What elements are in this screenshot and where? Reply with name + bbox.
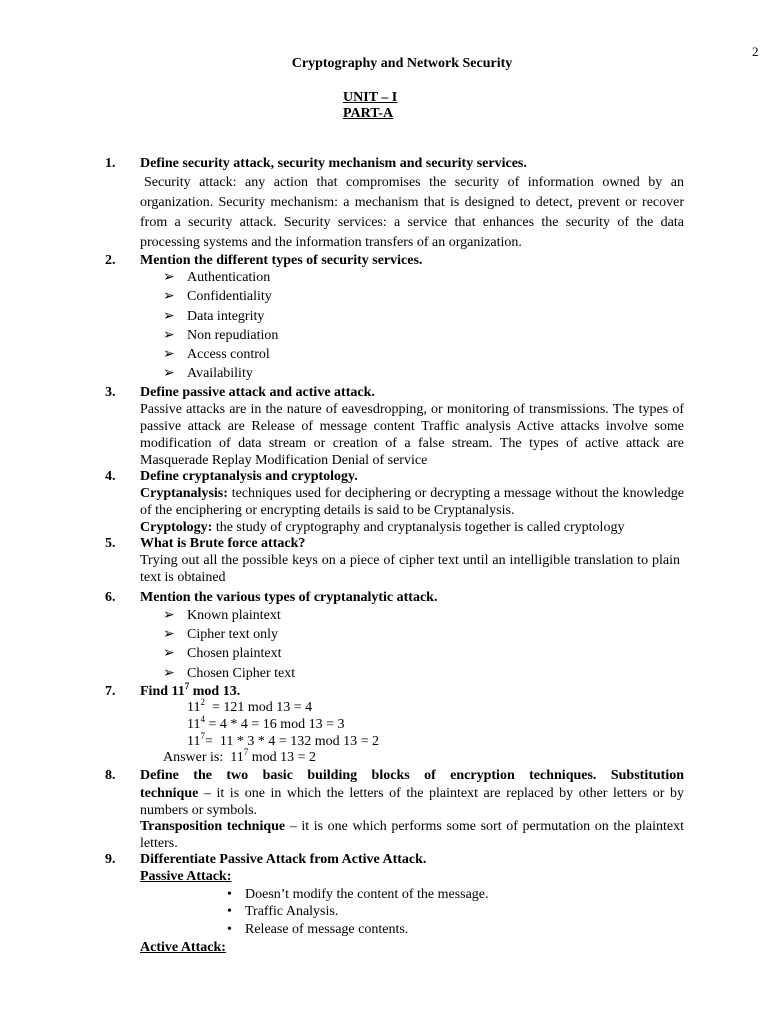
arrow-bullet-icon: ➢ xyxy=(163,627,175,642)
arrow-bullet-icon: ➢ xyxy=(163,309,175,324)
list-item: ➢ Non repudiation xyxy=(163,328,279,343)
arrow-bullet-icon: ➢ xyxy=(163,608,175,623)
list-item: ➢ Confidentiality xyxy=(163,289,272,304)
q1-answer: Security attack: any action that compromises the security of information owned by an organization. Security mechanism: a mechanism that is designed to detect, prevent or recover from a security attack. Security services: a service that enhances the security of the data processing systems and the information transfers of an organization. xyxy=(140,175,684,250)
part-heading: PART-A xyxy=(343,106,394,121)
list-item: ➢ Access control xyxy=(163,347,270,362)
document-title: Cryptography and Network Security xyxy=(291,56,513,71)
q7-answer: Answer is: $11^7$ mod 13 = 2 xyxy=(163,747,317,765)
list-item: ➢ Data integrity xyxy=(163,309,265,324)
q7-step-3: $11^7= 11 * 3 * 4 = 132$ mod 13 = 2 xyxy=(187,731,380,749)
passive-attack-heading: Passive Attack: xyxy=(140,869,232,884)
q5-question: What is Brute force attack? xyxy=(140,536,306,551)
q9-number: 9. xyxy=(105,852,116,867)
list-item: • Doesn’t modify the content of the message. xyxy=(227,887,489,902)
list-item: ➢ Chosen plaintext xyxy=(163,646,282,661)
q4-number: 4. xyxy=(105,469,116,484)
bullet-icon: • xyxy=(227,922,232,937)
q4-cryptanalysis: Cryptanalysis: techniques used for deciphering or decrypting a message without the knowledge of the enciphering or encrypting details is said to be Cryptanalysis. xyxy=(140,486,685,518)
q4-cryptology: Cryptology: the study of cryptography and cryptanalysis together is called cryptology xyxy=(140,520,625,535)
list-item: ➢ Chosen Cipher text xyxy=(163,666,296,681)
bullet-icon: • xyxy=(227,904,232,919)
q8-substitution: technique – it is one in which the letters of the plaintext are replaced by other letters or by numbers or symbols. xyxy=(140,786,684,818)
list-item: ➢ Availability xyxy=(163,366,253,381)
list-item: • Traffic Analysis. xyxy=(227,904,339,919)
q4-question: Define cryptanalysis and cryptology. xyxy=(140,469,358,484)
q1-number: 1. xyxy=(105,156,116,171)
arrow-bullet-icon: ➢ xyxy=(163,347,175,362)
q3-question: Define passive attack and active attack. xyxy=(140,385,375,400)
arrow-bullet-icon: ➢ xyxy=(163,289,175,304)
q1-question: Define security attack, security mechanism and security services. xyxy=(140,156,527,171)
active-attack-heading: Active Attack: xyxy=(140,940,226,955)
q3-number: 3. xyxy=(105,385,116,400)
q5-number: 5. xyxy=(105,536,116,551)
q3-answer: Passive attacks are in the nature of eavesdropping, or monitoring of transmissions. The types of passive attack are Release of message content Traffic analysis Active attacks involve some modification of data stream or creation of a false stream. The types of active attack are Masquerade Replay Modification Denial of service xyxy=(140,402,684,468)
bullet-icon: • xyxy=(227,887,232,902)
q9-question: Differentiate Passive Attack from Active Attack. xyxy=(140,852,427,867)
q6-question: Mention the various types of cryptanalytic attack. xyxy=(140,590,438,605)
page-number: 2 xyxy=(752,44,759,59)
arrow-bullet-icon: ➢ xyxy=(163,646,175,661)
list-item: ➢ Known plaintext xyxy=(163,608,281,623)
q7-step-1: $11^2 = 121$ mod 13 = 4 xyxy=(187,697,313,715)
arrow-bullet-icon: ➢ xyxy=(163,366,175,381)
list-item: ➢ Authentication xyxy=(163,270,271,285)
q6-number: 6. xyxy=(105,590,116,605)
q8-question: Define the two basic building blocks of encryption techniques. Substitution xyxy=(140,768,684,783)
q8-number: 8. xyxy=(105,768,116,783)
q8-transposition: Transposition technique – it is one which performs some sort of permutation on the plaintext letters. xyxy=(140,819,685,851)
q2-question: Mention the different types of security services. xyxy=(140,253,423,268)
list-item: ➢ Cipher text only xyxy=(163,627,278,642)
q7-question: Find $11^7$ mod 13. xyxy=(140,681,241,699)
arrow-bullet-icon: ➢ xyxy=(163,666,175,681)
q7-step-2: $11^4 = 4 * 4 = 16$ mod 13 = 3 xyxy=(187,714,345,732)
unit-heading: UNIT – I xyxy=(343,90,398,105)
q7-number: 7. xyxy=(105,684,116,699)
arrow-bullet-icon: ➢ xyxy=(163,270,175,285)
arrow-bullet-icon: ➢ xyxy=(163,328,175,343)
q2-number: 2. xyxy=(105,253,116,268)
q5-answer: Trying out all the possible keys on a piece of cipher text until an intelligible translation to plain text is obtained xyxy=(140,553,680,585)
list-item: • Release of message contents. xyxy=(227,922,409,937)
